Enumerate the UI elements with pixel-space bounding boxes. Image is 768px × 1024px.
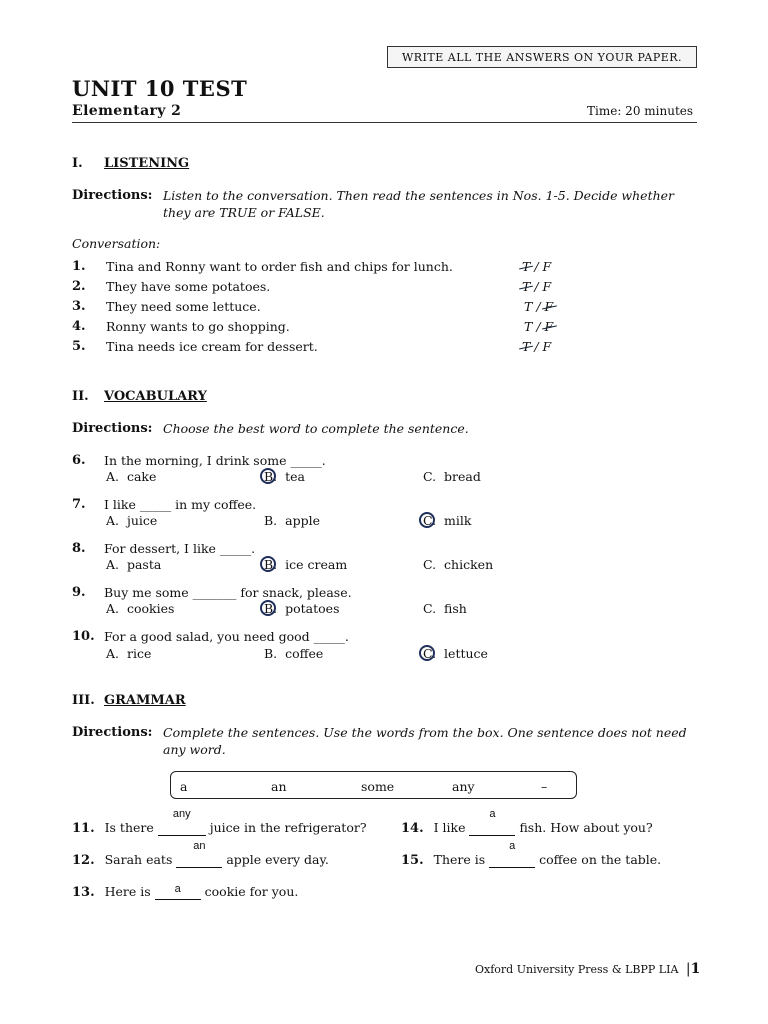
option-a[interactable] [106, 469, 156, 484]
option-c[interactable] [423, 646, 488, 661]
option-letter: C. [423, 601, 437, 616]
directions-text: Choose the best word to complete the sentence. [163, 421, 469, 436]
time-limit: Time: 20 minutes [587, 104, 694, 118]
option-c[interactable] [423, 601, 467, 616]
option-c[interactable] [423, 557, 493, 572]
option-a[interactable] [106, 601, 174, 616]
question-item [401, 808, 653, 836]
item-number: 11. [72, 821, 95, 836]
answer-circle-mark [260, 556, 276, 572]
listening-items [72, 259, 632, 359]
answer-blank[interactable] [158, 808, 206, 836]
option-text: cake [126, 469, 157, 484]
section-title-vocabulary: VOCABULARY [104, 389, 207, 404]
directions-text: Complete the sentences. Use the words from the box. One sentence does not need any word. [163, 725, 687, 757]
question-item [72, 629, 632, 663]
option-text: ice cream [285, 557, 348, 572]
question-stem: For a good salad, you need good _____. [104, 629, 349, 644]
word-bank-item: some [361, 779, 395, 794]
false-option: F [544, 299, 554, 314]
answer-circle-mark [260, 468, 276, 484]
item-text: They have some potatoes. [106, 279, 271, 294]
option-letter: C. [423, 557, 437, 572]
true-false-choice: T / F [522, 259, 552, 274]
sentence-after: fish. How about you? [519, 820, 653, 835]
true-option: T [522, 259, 531, 274]
option-text: bread [444, 469, 481, 484]
option-letter: C. [423, 646, 436, 661]
option-b[interactable] [264, 557, 347, 572]
handwritten-answer: a [509, 840, 516, 852]
question-item [72, 884, 298, 900]
item-number: 13. [72, 885, 95, 900]
option-text: coffee [285, 646, 324, 661]
answer-blank[interactable] [176, 840, 222, 868]
question-item [72, 808, 367, 836]
sentence-after: coffee on the table. [539, 852, 662, 867]
list-item [72, 299, 632, 319]
option-text: milk [444, 513, 472, 528]
item-text: Ronny wants to go shopping. [106, 319, 290, 334]
option-b[interactable] [264, 513, 320, 528]
footer [475, 961, 700, 977]
word-bank-item: an [271, 779, 287, 794]
item-text: They need some lettuce. [106, 299, 261, 314]
section-number: III. [72, 693, 95, 708]
sentence-before: Sarah eats [104, 852, 173, 867]
directions-label: Directions: [72, 421, 153, 436]
option-text: lettuce [444, 646, 488, 661]
option-letter: B. [264, 513, 278, 528]
handwritten-answer: any [172, 808, 191, 820]
option-text: fish [444, 601, 467, 616]
word-bank-item: any [452, 779, 475, 794]
word-bank-item: – [541, 779, 548, 794]
item-number: 14. [401, 821, 424, 836]
option-a[interactable] [106, 646, 151, 661]
answer-circle-mark [419, 645, 435, 661]
true-false-choice: T / F [524, 299, 554, 314]
option-c[interactable] [423, 513, 471, 528]
option-a[interactable] [106, 557, 161, 572]
question-item [72, 585, 632, 619]
page-title: UNIT 10 TEST [72, 76, 248, 101]
option-letter: A. [106, 646, 120, 661]
list-item [72, 339, 632, 359]
page-subtitle: Elementary 2 [72, 103, 182, 119]
option-text: rice [126, 646, 152, 661]
option-letter: A. [106, 469, 120, 484]
conversation-label: Conversation: [72, 236, 161, 251]
true-option: T [524, 299, 533, 314]
option-text: potatoes [285, 601, 340, 616]
true-option: T [522, 279, 531, 294]
option-text: tea [285, 469, 305, 484]
list-item [72, 279, 632, 299]
header-divider [72, 122, 697, 123]
list-item [72, 259, 632, 279]
section-number: I. [72, 156, 83, 171]
item-number: 15. [401, 853, 424, 868]
word-bank-item: a [180, 779, 188, 794]
item-number: 1. [72, 259, 86, 274]
true-option: T [522, 339, 531, 354]
sentence-after: cookie for you. [204, 884, 299, 899]
item-text: Tina needs ice cream for dessert. [106, 339, 318, 354]
answer-blank[interactable] [489, 840, 535, 868]
question-stem: Buy me some _______ for snack, please. [104, 585, 352, 600]
false-option: F [542, 339, 552, 354]
item-number: 4. [72, 319, 86, 334]
list-item [72, 319, 632, 339]
option-b[interactable] [264, 469, 305, 484]
sentence-after: juice in the refrigerator? [209, 820, 367, 835]
publisher-credit: Oxford University Press & LBPP LIA [475, 963, 679, 976]
false-option: F [542, 279, 552, 294]
option-letter: B. [264, 469, 277, 484]
option-a[interactable] [106, 513, 157, 528]
true-option: T [524, 319, 533, 334]
false-option: F [542, 259, 552, 274]
option-text: pasta [126, 557, 162, 572]
item-number: 12. [72, 853, 95, 868]
question-item [72, 840, 329, 868]
option-letter: A. [106, 513, 120, 528]
sentence-before: There is [433, 852, 486, 867]
option-text: chicken [444, 557, 494, 572]
option-letter: B. [264, 601, 277, 616]
option-letter: C. [423, 469, 437, 484]
question-stem: In the morning, I drink some _____. [104, 453, 326, 468]
option-text: juice [126, 513, 158, 528]
item-number: 3. [72, 299, 86, 314]
option-letter: B. [264, 557, 277, 572]
handwritten-answer: a [174, 883, 181, 895]
false-option: F [544, 319, 554, 334]
true-false-choice: T / F [524, 319, 554, 334]
item-number: 8. [72, 541, 86, 556]
option-letter: C. [423, 513, 436, 528]
handwritten-answer: an [193, 840, 206, 852]
handwritten-answer: a [489, 808, 496, 820]
option-text: apple [285, 513, 320, 528]
option-c[interactable] [423, 469, 481, 484]
question-item [401, 840, 662, 868]
item-number: 9. [72, 585, 86, 600]
item-number: 5. [72, 339, 86, 354]
option-letter: A. [106, 601, 120, 616]
section-title-listening: LISTENING [104, 156, 190, 171]
section-title-grammar: GRAMMAR [104, 693, 186, 708]
item-text: Tina and Ronny want to order fish and chips for lunch. [106, 259, 453, 274]
directions-label: Directions: [72, 725, 153, 740]
true-false-choice: T / F [522, 339, 552, 354]
option-b[interactable] [264, 646, 323, 661]
option-letter: A. [106, 557, 120, 572]
item-number: 6. [72, 453, 86, 468]
footer-separator: | [685, 961, 691, 977]
item-number: 10. [72, 629, 95, 644]
question-item [72, 497, 632, 531]
word-bank-box [170, 771, 577, 799]
item-number: 7. [72, 497, 86, 512]
true-false-choice: T / F [522, 279, 552, 294]
answer-blank[interactable] [155, 884, 201, 900]
directions-text: Listen to the conversation. Then read the sentences in Nos. 1-5. Decide whether they are TRUE or FALSE. [163, 188, 675, 220]
directions-label: Directions: [72, 188, 153, 203]
answer-blank[interactable] [469, 808, 515, 836]
option-letter: B. [264, 646, 278, 661]
item-number: 2. [72, 279, 86, 294]
question-item [72, 541, 632, 575]
sentence-before: Is there [104, 820, 154, 835]
sentence-before: Here is [104, 884, 151, 899]
instruction-note: WRITE ALL THE ANSWERS ON YOUR PAPER. [387, 46, 697, 68]
option-b[interactable] [264, 601, 340, 616]
sentence-before: I like [433, 820, 466, 835]
answer-circle-mark [419, 512, 435, 528]
option-text: cookies [126, 601, 175, 616]
question-stem: For dessert, I like _____. [104, 541, 256, 556]
sentence-after: apple every day. [226, 852, 329, 867]
page-number: 1 [690, 961, 701, 977]
answer-circle-mark [260, 600, 276, 616]
question-stem: I like _____ in my coffee. [104, 497, 257, 512]
question-item [72, 453, 632, 487]
section-number: II. [72, 389, 89, 404]
